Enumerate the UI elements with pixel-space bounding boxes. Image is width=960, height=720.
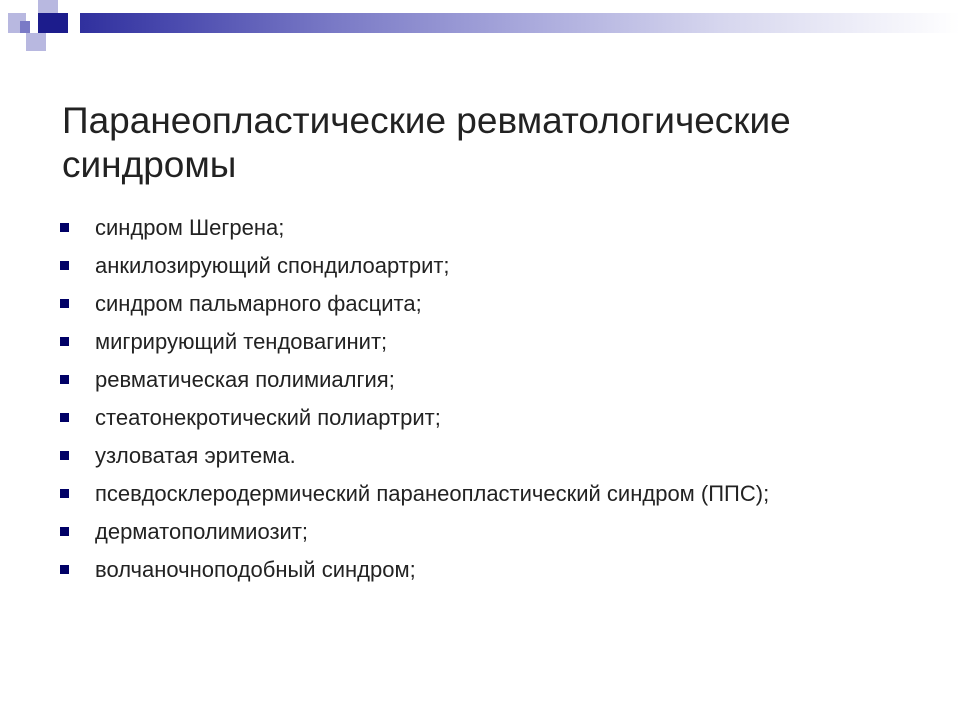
list-item-text: волчаночноподобный синдром; [95, 557, 416, 582]
list-item [58, 442, 918, 470]
list-item-text: синдром пальмарного фасцита; [95, 291, 422, 316]
list-item [58, 404, 918, 432]
list-item-text: синдром Шегрена; [95, 215, 285, 240]
list-item [58, 480, 918, 508]
square-bullet-icon [60, 451, 69, 460]
list-item-text: стеатонекротический полиартрит; [95, 405, 441, 430]
list-item [58, 328, 918, 356]
square-bullet-icon [60, 375, 69, 384]
square-bullet-icon [60, 565, 69, 574]
list-item [58, 518, 918, 546]
square-bullet-icon [60, 489, 69, 498]
list-item-text: анкилозирующий спондилоартрит; [95, 253, 450, 278]
slide-title: Паранеопластические ревматологические синдромы [62, 100, 791, 185]
list-item-text: псевдосклеродермический паранеопластический синдром (ППС); [95, 481, 770, 506]
bullet-list [58, 214, 918, 594]
corner-squares-decoration [0, 0, 80, 60]
list-item [58, 252, 918, 280]
list-item-text: дерматополимиозит; [95, 519, 309, 544]
list-item-text: узловатая эритема. [95, 443, 296, 468]
list-item [58, 290, 918, 318]
square-bullet-icon [60, 223, 69, 232]
list-item-text: ревматическая полимиалгия; [95, 367, 395, 392]
square-bullet-icon [60, 299, 69, 308]
square-bullet-icon [60, 337, 69, 346]
list-item [58, 214, 918, 242]
square-bullet-icon [60, 527, 69, 536]
header-gradient-band [0, 13, 960, 33]
square-bullet-icon [60, 261, 69, 270]
list-item [58, 366, 918, 394]
list-item [58, 556, 918, 584]
square-bullet-icon [60, 413, 69, 422]
list-item-text: мигрирующий тендовагинит; [95, 329, 388, 354]
